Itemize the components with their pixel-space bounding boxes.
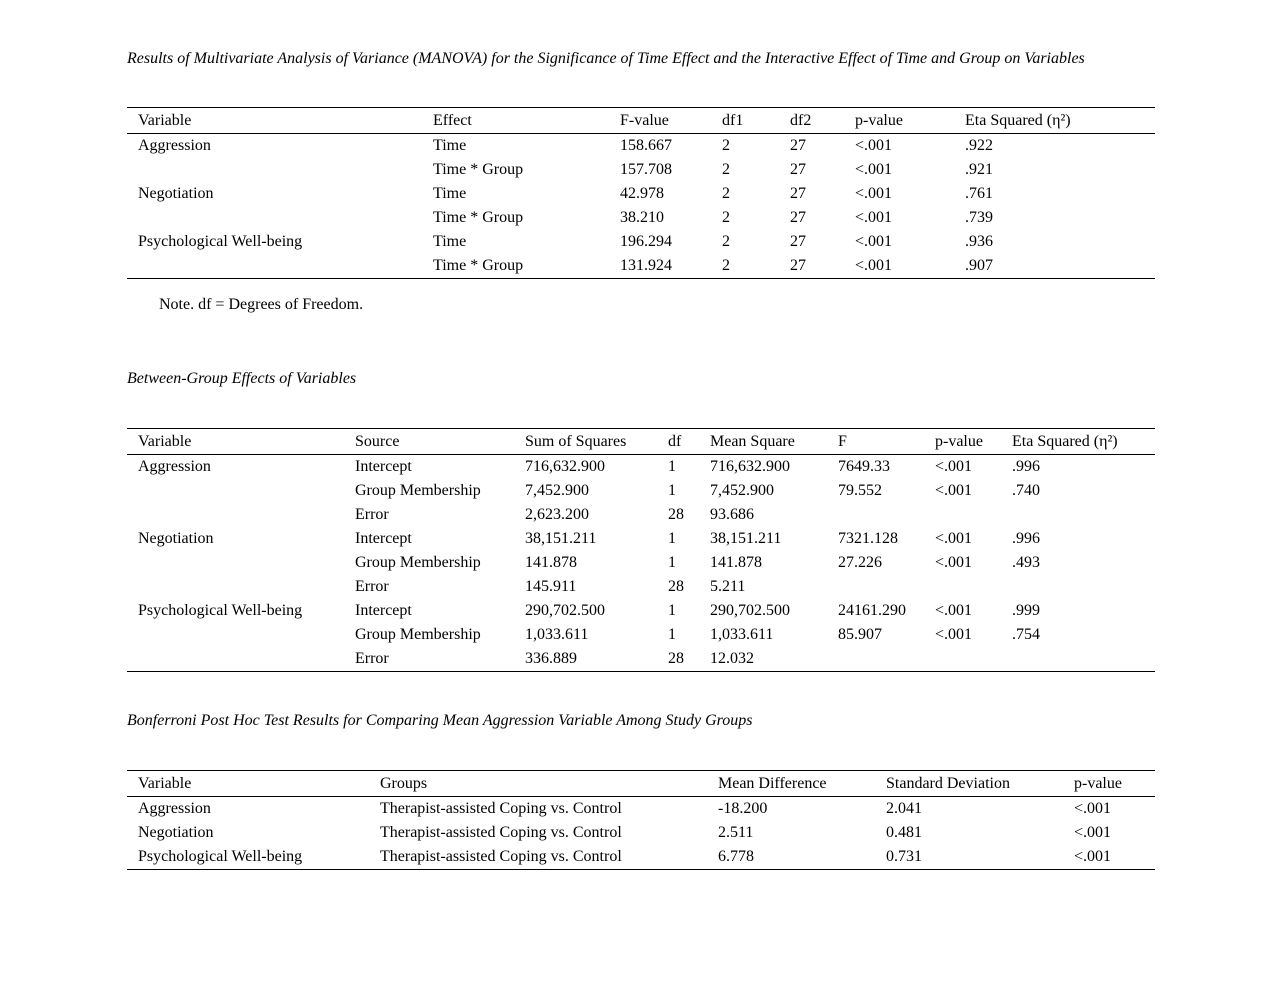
table-cell: .922 (965, 137, 993, 154)
table-cell: .740 (1012, 482, 1040, 499)
table-cell: 2 (722, 185, 730, 202)
table-cell: .999 (1012, 602, 1040, 619)
table-cell (127, 647, 355, 672)
table-cell: Error (355, 578, 389, 595)
table-cell: .493 (1012, 554, 1040, 571)
table-cell: 2.041 (886, 800, 922, 817)
table-cell: 28 (668, 650, 684, 667)
table-cell (127, 479, 355, 503)
table-cell: 28 (668, 578, 684, 595)
posthoc-table-header (127, 771, 1155, 797)
table-cell (838, 647, 935, 672)
table-cell: Therapist-assisted Coping vs. Control (380, 848, 622, 865)
table-cell (838, 503, 935, 527)
table-cell: 28 (668, 506, 684, 523)
manova-table-caption: Results of Multivariate Analysis of Variance (MANOVA) for the Significance of Time Effect and the Interactive Effect of Time and Group on Variables (127, 50, 1085, 67)
table-cell: Time * Group (433, 161, 524, 178)
table-cell: 38,151.211 (525, 530, 597, 547)
table-cell: .936 (965, 233, 993, 250)
table-cell: Group Membership (355, 554, 481, 571)
table-cell: 85.907 (838, 626, 882, 643)
table-cell (127, 575, 355, 599)
table-cell (1012, 647, 1155, 672)
table-row (127, 845, 1155, 870)
table-cell: 2,623.200 (525, 506, 589, 523)
table-cell: Time (433, 137, 467, 154)
column-header-eta-squared: Eta Squared (η²) (965, 108, 1155, 134)
table-cell: 290,702.500 (525, 602, 605, 619)
table-cell: 7649.33 (838, 458, 890, 475)
column-header-f-value: F-value (620, 108, 722, 134)
table-cell: 12.032 (710, 650, 754, 667)
column-header-df1: df1 (722, 108, 790, 134)
header-row (127, 429, 1155, 455)
table-cell: Intercept (355, 602, 412, 619)
table-row (127, 623, 1155, 647)
table-cell: 0.481 (886, 824, 922, 841)
table-cell: Time (433, 233, 467, 250)
posthoc-table-caption: Bonferroni Post Hoc Test Results for Comparing Mean Aggression Variable Among Study Groups (127, 712, 753, 729)
table-cell (127, 503, 355, 527)
table-cell: Negotiation (138, 824, 214, 841)
table-note: Note. df = Degrees of Freedom. (159, 296, 364, 313)
posthoc-table (127, 770, 1155, 870)
table-row (127, 647, 1155, 672)
table-cell: 1 (668, 554, 676, 571)
table-cell: 24161.290 (838, 602, 906, 619)
table-cell: .907 (965, 257, 993, 274)
table-cell: 336.889 (525, 650, 577, 667)
table-cell: <.001 (855, 185, 893, 202)
table-cell: 1 (668, 530, 676, 547)
column-header-p-value: p-value (935, 429, 1012, 455)
manova-table-body (127, 134, 1155, 279)
table-cell: Group Membership (355, 482, 481, 499)
table-cell: <.001 (935, 554, 973, 571)
table-cell: <.001 (935, 530, 973, 547)
table-cell: <.001 (855, 137, 893, 154)
table-cell: 6.778 (718, 848, 754, 865)
table-cell: 27 (790, 257, 806, 274)
column-header-p-value: p-value (1074, 771, 1155, 797)
table-cell: Psychological Well-being (138, 848, 303, 865)
table-cell: 2 (722, 209, 730, 226)
table-cell: 27 (790, 185, 806, 202)
table-cell: Intercept (355, 458, 412, 475)
table-cell: 1,033.611 (525, 626, 589, 643)
table-cell: <.001 (935, 482, 973, 499)
table-cell: 27.226 (838, 554, 882, 571)
table-cell: 7,452.900 (525, 482, 589, 499)
table-cell: Time * Group (433, 209, 524, 226)
table-row (127, 134, 1155, 159)
table-cell: 93.686 (710, 506, 754, 523)
column-header-source: Source (355, 429, 525, 455)
posthoc-table-body (127, 797, 1155, 870)
column-header-standard-deviation: Standard Deviation (886, 771, 1074, 797)
table-cell: Aggression (138, 458, 211, 475)
table-cell: Time * Group (433, 257, 524, 274)
table-cell: .761 (965, 185, 993, 202)
table-cell: 1 (668, 482, 676, 499)
manova-table (127, 107, 1155, 279)
table-cell: 196.294 (620, 233, 672, 250)
table-row (127, 455, 1155, 480)
table-cell: <.001 (935, 626, 973, 643)
table-row (127, 230, 1155, 254)
table-row (127, 797, 1155, 822)
between-group-table (127, 428, 1155, 672)
table-cell: 7,452.900 (710, 482, 774, 499)
table-cell: Intercept (355, 530, 412, 547)
table-row (127, 182, 1155, 206)
table-cell: <.001 (1074, 800, 1112, 817)
table-cell (838, 575, 935, 599)
document-content (127, 0, 1155, 870)
table-cell: <.001 (1074, 848, 1112, 865)
table-cell (127, 254, 433, 279)
table-cell (935, 575, 1012, 599)
column-header-effect: Effect (433, 108, 620, 134)
table-cell: Group Membership (355, 626, 481, 643)
column-header-variable: Variable (127, 108, 433, 134)
table-cell: 27 (790, 233, 806, 250)
table-row (127, 206, 1155, 230)
table-row (127, 551, 1155, 575)
table-row (127, 527, 1155, 551)
table-row (127, 599, 1155, 623)
column-header-f: F (838, 429, 935, 455)
table-cell: 1 (668, 626, 676, 643)
table-cell: Negotiation (138, 530, 214, 547)
table-cell: 716,632.900 (710, 458, 790, 475)
table-cell: Aggression (138, 137, 211, 154)
table-cell: <.001 (855, 233, 893, 250)
table-cell: Therapist-assisted Coping vs. Control (380, 800, 622, 817)
table-cell: 157.708 (620, 161, 672, 178)
table-cell: <.001 (855, 161, 893, 178)
table-cell: <.001 (935, 458, 973, 475)
table-cell: 27 (790, 209, 806, 226)
column-header-variable: Variable (127, 771, 380, 797)
table-cell: 716,632.900 (525, 458, 605, 475)
table-cell: 2.511 (718, 824, 754, 841)
column-header-groups: Groups (380, 771, 718, 797)
table-cell: .754 (1012, 626, 1040, 643)
column-header-eta-squared: Eta Squared (η²) (1012, 429, 1155, 455)
table-cell: 38,151.211 (710, 530, 782, 547)
table-cell: .996 (1012, 458, 1040, 475)
column-header-p-value: p-value (855, 108, 965, 134)
table-row (127, 575, 1155, 599)
table-cell: 7321.128 (838, 530, 898, 547)
table-cell: Psychological Well-being (138, 602, 303, 619)
column-header-sum-of-squares: Sum of Squares (525, 429, 668, 455)
table-cell: 2 (722, 257, 730, 274)
table-cell (127, 551, 355, 575)
table-cell: 158.667 (620, 137, 672, 154)
table-cell: 141.878 (525, 554, 577, 571)
table-cell: 79.552 (838, 482, 882, 499)
table-cell: -18.200 (718, 800, 768, 817)
table-cell (127, 158, 433, 182)
table-cell: 42.978 (620, 185, 664, 202)
table-cell: Psychological Well-being (138, 233, 303, 250)
table-cell: Time (433, 185, 467, 202)
table-cell: 131.924 (620, 257, 672, 274)
table-cell (935, 503, 1012, 527)
table-cell: 1 (668, 458, 676, 475)
between-group-table-body (127, 455, 1155, 672)
column-header-mean-square: Mean Square (710, 429, 838, 455)
table-cell: 1 (668, 602, 676, 619)
column-header-variable: Variable (127, 429, 355, 455)
table-cell: 145.911 (525, 578, 577, 595)
table-cell: <.001 (855, 209, 893, 226)
table-cell: 38.210 (620, 209, 664, 226)
table-row (127, 821, 1155, 845)
table-cell: .739 (965, 209, 993, 226)
manova-table-header (127, 108, 1155, 134)
table-cell: <.001 (1074, 824, 1112, 841)
table-cell: 2 (722, 161, 730, 178)
table-row (127, 158, 1155, 182)
table-cell: Aggression (138, 800, 211, 817)
table-cell (1012, 575, 1155, 599)
table-cell: 27 (790, 137, 806, 154)
column-header-mean-difference: Mean Difference (718, 771, 886, 797)
table-cell: Error (355, 506, 389, 523)
table-cell: 5.211 (710, 578, 746, 595)
table-cell: Error (355, 650, 389, 667)
table-cell: 141.878 (710, 554, 762, 571)
table-cell: 1,033.611 (710, 626, 774, 643)
table-cell: <.001 (855, 257, 893, 274)
table-cell: 0.731 (886, 848, 922, 865)
column-header-df: df (668, 429, 710, 455)
header-row (127, 108, 1155, 134)
table-cell: Therapist-assisted Coping vs. Control (380, 824, 622, 841)
table-cell: .996 (1012, 530, 1040, 547)
table-cell: .921 (965, 161, 993, 178)
table-cell: 290,702.500 (710, 602, 790, 619)
between-group-table-header (127, 429, 1155, 455)
table-row (127, 479, 1155, 503)
header-row (127, 771, 1155, 797)
table-row (127, 503, 1155, 527)
between-group-table-caption: Between-Group Effects of Variables (127, 370, 357, 387)
table-cell: 27 (790, 161, 806, 178)
table-cell (1012, 503, 1155, 527)
table-cell (935, 647, 1012, 672)
table-cell: Negotiation (138, 185, 214, 202)
table-row (127, 254, 1155, 279)
table-cell: 2 (722, 233, 730, 250)
table-cell: 2 (722, 137, 730, 154)
table-cell (127, 206, 433, 230)
table-cell (127, 623, 355, 647)
table-cell: <.001 (935, 602, 973, 619)
column-header-df2: df2 (790, 108, 855, 134)
